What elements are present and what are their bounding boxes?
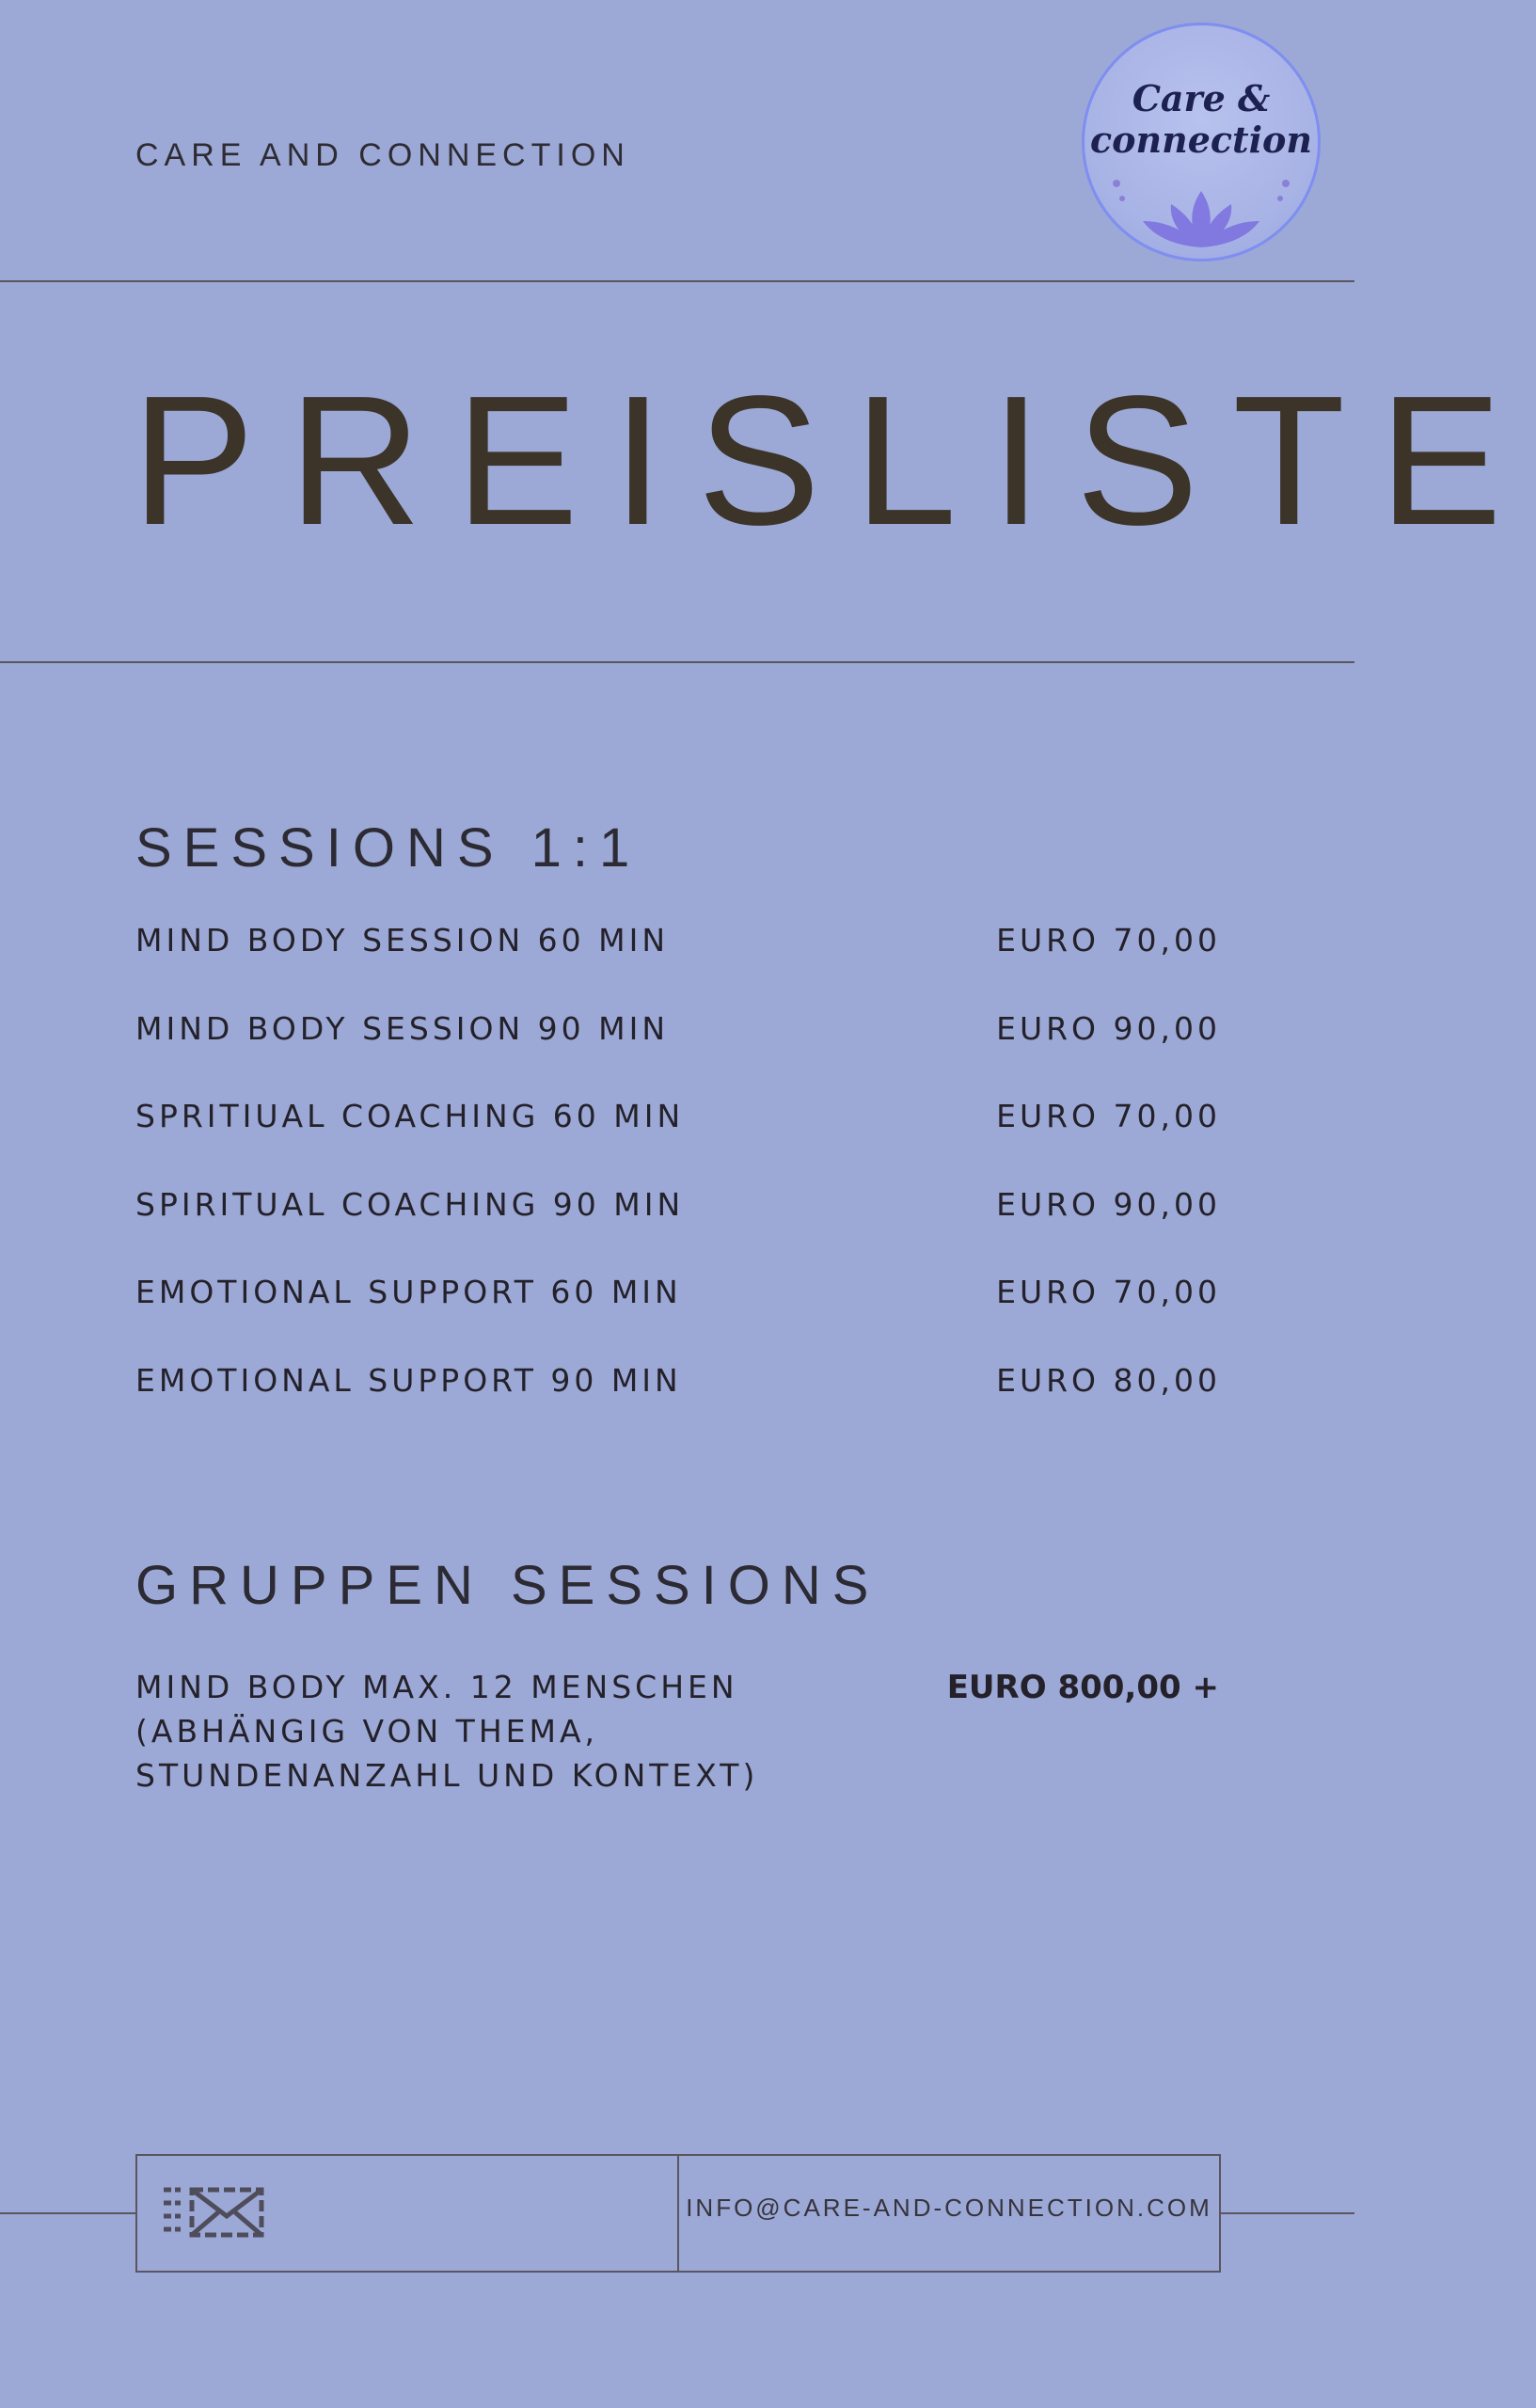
service-name: EMOTIONAL SUPPORT 90 MIN (135, 1361, 682, 1399)
footer-rule-left (0, 2212, 135, 2214)
sessions-heading: SESSIONS 1:1 (135, 817, 641, 879)
service-name: SPIRITUAL COACHING 90 MIN (135, 1185, 685, 1223)
service-price: EURO 90,00 (996, 1185, 1221, 1223)
logo-text-line2: connection (1089, 119, 1312, 161)
contact-email[interactable]: INFO@CARE-AND-CONNECTION.COM (686, 2194, 1212, 2222)
page-title: PREISLISTE (132, 357, 1536, 563)
title-divider (0, 661, 1354, 663)
logo (1082, 23, 1321, 261)
service-name: SPRITIUAL COACHING 60 MIN (135, 1098, 685, 1134)
service-price: EURO 90,00 (996, 1009, 1221, 1047)
logo-text-line1: Care & (1132, 77, 1271, 119)
group-description-line: STUNDENANZAHL UND KONTEXT) (135, 1757, 759, 1794)
price-row (135, 1362, 1221, 1409)
groups-heading: GRUPPEN SESSIONS (135, 1555, 880, 1616)
price-row (135, 1186, 1221, 1233)
brand-name: CARE AND CONNECTION (135, 137, 630, 173)
service-price: EURO 80,00 (996, 1361, 1221, 1399)
price-row (135, 922, 1221, 969)
service-price: EURO 70,00 (996, 1098, 1221, 1134)
contact-box (135, 2154, 1221, 2273)
price-row (135, 1098, 1221, 1145)
service-price: EURO 70,00 (996, 1274, 1221, 1310)
service-price: EURO 70,00 (996, 922, 1221, 958)
group-price: EURO 800,00 + (946, 1669, 1219, 1706)
group-description-line: (ABHÄNGIG VON THEMA, (135, 1713, 599, 1750)
price-row (135, 1010, 1221, 1057)
header-divider (0, 280, 1354, 282)
service-name: MIND BODY SESSION 90 MIN (135, 1009, 670, 1047)
service-name: EMOTIONAL SUPPORT 60 MIN (135, 1274, 682, 1310)
footer-rule-right (1219, 2212, 1354, 2214)
service-name: MIND BODY SESSION 60 MIN (135, 922, 670, 958)
price-row (135, 1274, 1221, 1321)
group-description-line: MIND BODY MAX. 12 MENSCHEN (135, 1669, 738, 1705)
envelope-icon (160, 2184, 265, 2244)
group-description (135, 1665, 758, 1798)
